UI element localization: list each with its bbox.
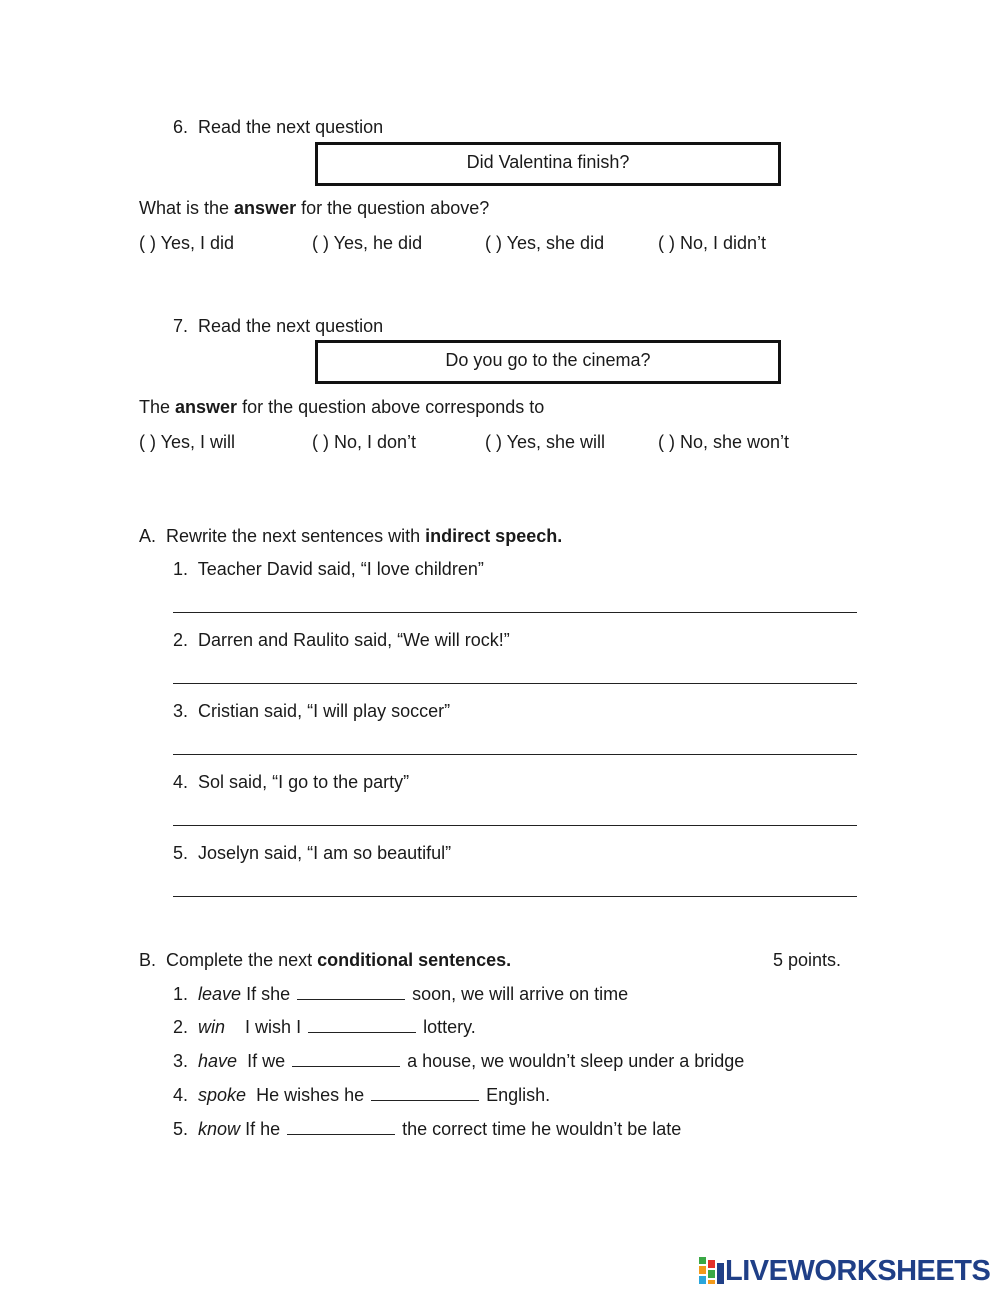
q6-prompt-after: for the question above? — [296, 198, 490, 218]
section-b-item-3 — [173, 1050, 744, 1072]
q7-prompt-after: for the question above corresponds to — [237, 397, 545, 417]
q6-option-1[interactable]: ( ) Yes, I did — [139, 233, 235, 253]
blank-field[interactable] — [297, 983, 405, 1000]
q6-option-3[interactable]: ( ) Yes, she did — [485, 233, 605, 253]
item-verb: leave — [198, 984, 242, 1004]
q6-question-text: Did Valentina finish? — [466, 152, 630, 172]
q7-prompt-before: The — [139, 397, 176, 417]
item-after: a house, we wouldn’t sleep under a bridge — [402, 1051, 745, 1071]
item-verb: have — [198, 1051, 238, 1071]
section-b-item-2 — [173, 1016, 476, 1038]
q6-prompt — [139, 197, 489, 219]
item-number: 1. — [173, 984, 189, 1004]
q6-instruction-text: Read the next question — [198, 117, 384, 137]
blank-field[interactable] — [292, 1050, 400, 1067]
item-before: If he — [240, 1119, 286, 1139]
item-before: He wishes he — [246, 1085, 370, 1105]
section-a-letter: A. — [139, 526, 157, 546]
blank-field[interactable] — [371, 1084, 479, 1101]
section-b-item-4 — [173, 1084, 550, 1106]
item-verb: win — [198, 1017, 226, 1037]
q7-option-3[interactable]: ( ) Yes, she will — [485, 432, 606, 452]
item-verb: know — [198, 1119, 241, 1139]
item-number: 2. — [173, 1017, 189, 1037]
item-after: English. — [481, 1085, 551, 1105]
q7-question-text: Do you go to the cinema? — [445, 350, 651, 370]
item-after: soon, we will arrive on time — [407, 984, 629, 1004]
answer-line-2[interactable] — [173, 683, 857, 684]
q6-instruction — [173, 116, 383, 138]
q6-option-2[interactable]: ( ) Yes, he did — [312, 233, 423, 253]
item-number: 1. — [173, 559, 189, 579]
q7-question-box — [315, 340, 781, 384]
item-before: If she — [241, 984, 296, 1004]
q7-option-1[interactable]: ( ) Yes, I will — [139, 432, 236, 452]
section-b-title-bold: conditional sentences. — [317, 950, 512, 970]
answer-line-5[interactable] — [173, 896, 857, 897]
item-text: Darren and Raulito said, “We will rock!” — [198, 630, 510, 650]
item-text: Joselyn said, “I am so beautiful” — [198, 843, 452, 863]
item-after: the correct time he wouldn’t be late — [397, 1119, 682, 1139]
item-number: 4. — [173, 1085, 189, 1105]
section-a-item-2 — [173, 629, 510, 651]
item-number: 2. — [173, 630, 189, 650]
section-b-title-before: Complete the next — [166, 950, 318, 970]
section-a-item-1 — [173, 558, 484, 580]
section-b-item-1 — [173, 983, 628, 1005]
section-a-title — [139, 525, 562, 547]
item-text: Sol said, “I go to the party” — [198, 772, 410, 792]
q6-number: 6. — [173, 117, 189, 137]
q7-instruction — [173, 315, 383, 337]
item-before: If we — [237, 1051, 291, 1071]
answer-line-3[interactable] — [173, 754, 857, 755]
item-text: Teacher David said, “I love children” — [197, 559, 484, 579]
section-b-title — [139, 949, 511, 971]
item-number: 5. — [173, 843, 189, 863]
q6-prompt-bold: answer — [234, 198, 297, 218]
liveworksheets-logo — [699, 1256, 990, 1286]
q7-prompt-bold: answer — [175, 397, 238, 417]
item-before: I wish I — [225, 1017, 307, 1037]
answer-line-4[interactable] — [173, 825, 857, 826]
blank-field[interactable] — [308, 1016, 416, 1033]
liveworksheets-logo-text: LIVEWORKSHEETS — [725, 1254, 991, 1287]
q6-option-4[interactable]: ( ) No, I didn’t — [658, 233, 767, 253]
section-a-title-bold: indirect speech. — [425, 526, 563, 546]
liveworksheets-logo-icon — [699, 1257, 725, 1285]
item-number: 5. — [173, 1119, 189, 1139]
item-after: lottery. — [418, 1017, 476, 1037]
item-text: Cristian said, “I will play soccer” — [198, 701, 451, 721]
item-number: 3. — [173, 1051, 189, 1071]
q7-option-4[interactable]: ( ) No, she won’t — [658, 432, 790, 452]
section-a-item-5 — [173, 842, 451, 864]
q7-prompt — [139, 396, 544, 418]
section-b-points: 5 points. — [773, 950, 842, 970]
section-a-item-4 — [173, 771, 409, 793]
q7-option-2[interactable]: ( ) No, I don’t — [312, 432, 417, 452]
item-number: 3. — [173, 701, 189, 721]
answer-line-1[interactable] — [173, 612, 857, 613]
section-b-item-5 — [173, 1118, 681, 1140]
blank-field[interactable] — [287, 1118, 395, 1135]
section-b-letter: B. — [139, 950, 157, 970]
item-verb: spoke — [198, 1085, 247, 1105]
q6-question-box — [315, 142, 781, 186]
section-a-title-before: Rewrite the next sentences with — [166, 526, 426, 546]
q6-prompt-before: What is the — [139, 198, 235, 218]
section-a-item-3 — [173, 700, 450, 722]
q7-number: 7. — [173, 316, 189, 336]
item-number: 4. — [173, 772, 189, 792]
q7-instruction-text: Read the next question — [198, 316, 384, 336]
